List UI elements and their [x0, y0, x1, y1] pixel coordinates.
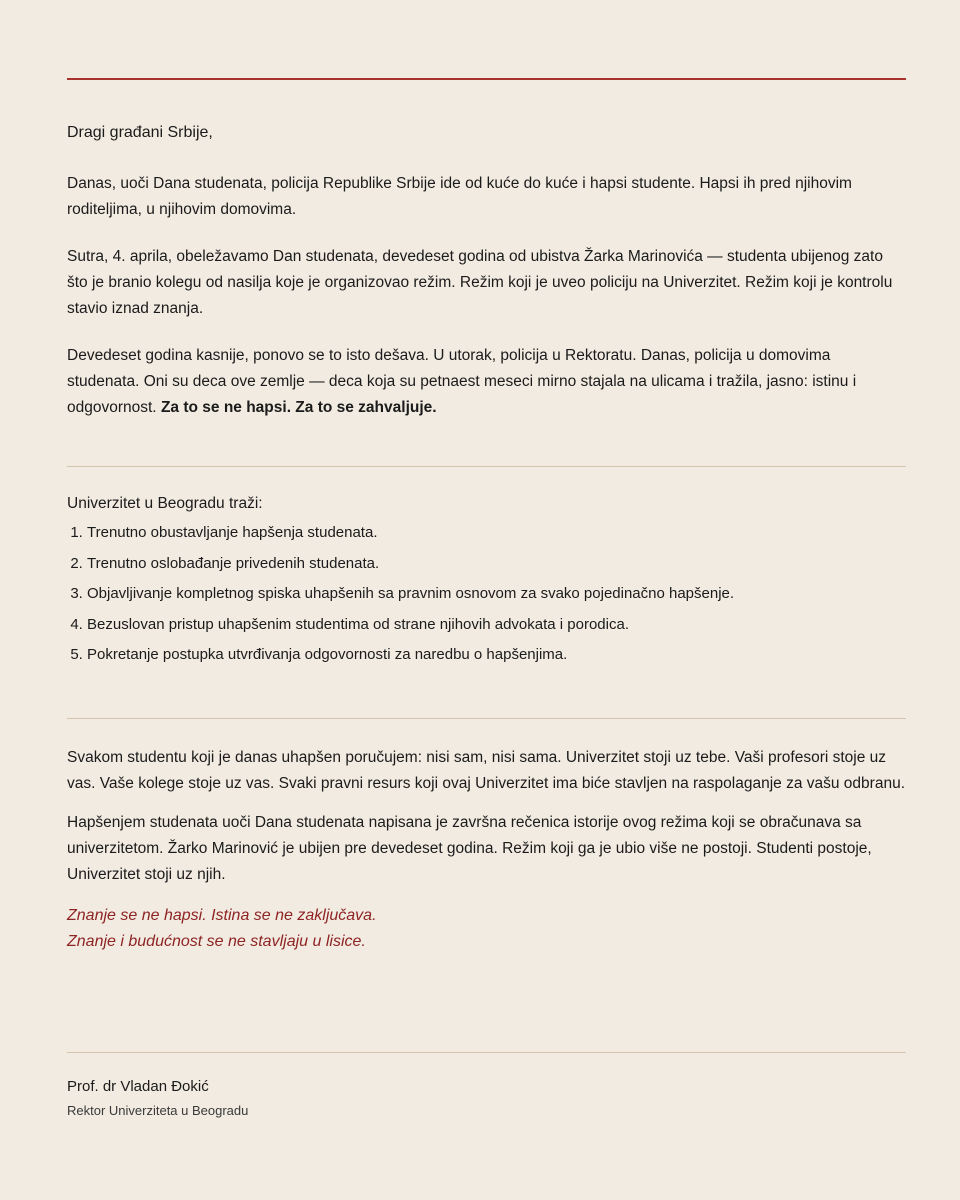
motto-line: Znanje se ne hapsi. Istina se ne zaključava. — [67, 907, 377, 924]
header-rule — [67, 78, 906, 80]
demand-item: 4. Bezuslovan pristup uhapšenim studentima od strane njihovih advokata i porodica. — [87, 612, 907, 643]
section-divider — [67, 718, 906, 719]
signature-name: Prof. dr Vladan Đokić — [67, 1078, 209, 1095]
motto-line: Znanje i budućnost se ne stavljaju u lisice. — [67, 933, 366, 950]
motto — [67, 903, 377, 955]
paragraph-ninety-years — [67, 343, 906, 421]
emphasis-text: Za to se ne hapsi. Za to se zahvaljuje. — [160, 399, 437, 416]
paragraph-students-day: Sutra, 4. aprila, obeležavamo Dan studenata, devedeset godina od ubistva Žarka Marinovića — studenta ubijenog zato što je branio kolegu od nasilja koje je organizovao režim. Režim koji je uveo policiju na Univerzitet. Režim koji je kontrolu stavio iznad znanja. — [67, 248, 893, 317]
signature-divider — [67, 1052, 906, 1053]
demands-list — [67, 520, 907, 673]
demand-item: 1. Trenutno obustavljanje hapšenja studenata. — [87, 520, 907, 551]
paragraph-arrests: Danas, uoči Dana studenata, policija Republike Srbije ide od kuće do kuće i hapsi studente. Hapsi ih pred njihovim roditeljima, u njihovim domovima. — [67, 175, 852, 218]
demand-item: 3. Objavljivanje kompletnog spiska uhapšenih sa pravnim osnovom za svako pojedinačno hapšenje. — [87, 581, 907, 612]
section-divider — [67, 466, 906, 467]
paragraph-solidarity: Svakom studentu koji je danas uhapšen poručujem: nisi sam, nisi sama. Univerzitet stoji uz tebe. Vaši profesori stoje uz vas. Vaše kolege stoje uz vas. Svaki pravni resurs koji ovaj Univerzitet ima biće stavljen na raspolaganje za vašu odbranu. — [67, 749, 905, 792]
paragraph-history: Hapšenjem studenata uoči Dana studenata napisana je završna rečenica istorije ovog režima koji se obračunava sa univerzitetom. Žarko Marinović je ubijen pre devedeset godina. Režim koji ga je ubio više ne postoji. Studenti postoje, Univerzitet stoji uz njih. — [67, 814, 872, 883]
salutation: Dragi građani Srbije, — [67, 124, 213, 141]
demand-item: 5. Pokretanje postupka utvrđivanja odgovornosti za naredbu o hapšenjima. — [87, 642, 907, 673]
paragraph-ninety-years-text: Devedeset godina kasnije, ponovo se to isto dešava. U utorak, policija u Rektoratu. Danas, policija u domovima studenata. Oni su deca ove zemlje — deca koja su petnaest meseci mirno stajala na ulicama i tražila, jasno: istinu i odgovornost. — [67, 347, 857, 416]
demands-intro: Univerzitet u Beogradu traži: — [67, 495, 263, 512]
demand-item: 2. Trenutno oslobađanje privedenih studenata. — [87, 551, 907, 582]
signature-title: Rektor Univerziteta u Beogradu — [67, 1103, 249, 1118]
